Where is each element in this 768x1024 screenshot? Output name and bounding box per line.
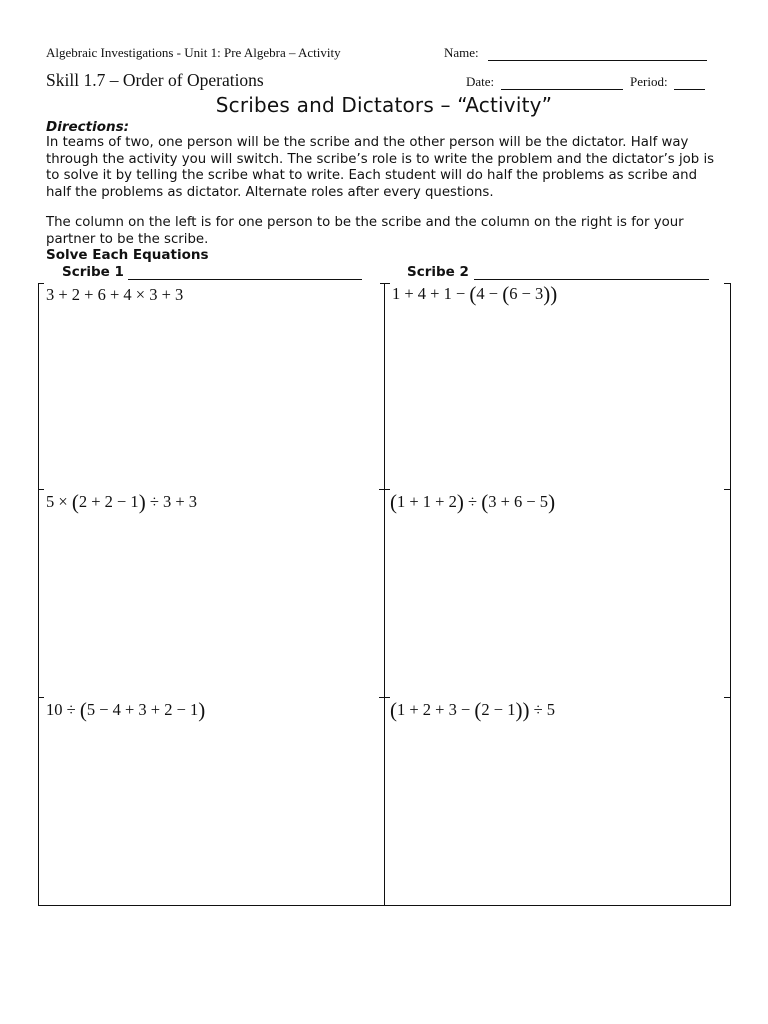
problem-1-expression: 3 + 2 + 6 + 4 × 3 + 3 bbox=[46, 285, 184, 304]
problem-2 bbox=[392, 282, 557, 307]
skill-title: Skill 1.7 – Order of Operations bbox=[46, 70, 264, 90]
paren-open: ( bbox=[469, 282, 477, 306]
grid-bottom-border bbox=[38, 905, 731, 906]
period-label: Period: bbox=[630, 74, 668, 89]
problem-6 bbox=[390, 698, 555, 723]
expression-part: 3 + 6 − 5 bbox=[488, 492, 549, 511]
grid-tick bbox=[379, 489, 390, 490]
expression-part: 10 ÷ bbox=[46, 700, 80, 719]
paren-close: ) bbox=[543, 282, 551, 306]
scribe1-name-field[interactable] bbox=[128, 279, 362, 280]
expression-part: 2 + 2 − 1 bbox=[78, 492, 139, 511]
paren-close: ) bbox=[522, 698, 530, 722]
period-field[interactable] bbox=[674, 89, 705, 90]
paren-open: ( bbox=[79, 698, 87, 722]
expression-part: 5 × bbox=[46, 492, 72, 511]
directions-heading: Directions: bbox=[46, 119, 130, 135]
paren-close: ) bbox=[456, 490, 464, 514]
solve-heading: Solve Each Equations bbox=[46, 247, 209, 263]
grid-center-divider bbox=[384, 283, 385, 905]
paren-open: ( bbox=[390, 698, 397, 722]
name-field[interactable] bbox=[488, 60, 707, 61]
paren-open: ( bbox=[481, 490, 489, 514]
grid-tick bbox=[724, 283, 730, 284]
problem-1 bbox=[46, 285, 183, 305]
paren-close: ) bbox=[515, 698, 523, 722]
paren-open: ( bbox=[502, 282, 510, 306]
grid-right-border bbox=[730, 283, 731, 905]
expression-part: 2 − 1 bbox=[481, 700, 516, 719]
paren-open: ( bbox=[474, 698, 482, 722]
scribe2-name-field[interactable] bbox=[474, 279, 709, 280]
problem-4 bbox=[390, 490, 555, 515]
scribe1-label: Scribe 1 bbox=[62, 264, 124, 280]
expression-part: 1 + 4 + 1 − bbox=[392, 284, 470, 303]
paren-close: ) bbox=[138, 490, 146, 514]
scribe2-label: Scribe 2 bbox=[407, 264, 469, 280]
paren-close: ) bbox=[548, 490, 556, 514]
grid-tick bbox=[38, 484, 39, 494]
directions-paragraph: The column on the left is for one person to be the scribe and the column on the right is for your partner to be the scribe. bbox=[46, 215, 684, 247]
grid-tick bbox=[379, 697, 390, 698]
date-label: Date: bbox=[466, 74, 495, 89]
course-line: Algebraic Investigations - Unit 1: Pre Algebra – Activity bbox=[46, 45, 341, 60]
name-label: Name: bbox=[444, 45, 479, 60]
expression-part: 6 − 3 bbox=[509, 284, 544, 303]
paren-open: ( bbox=[71, 490, 79, 514]
expression-part: ÷ 3 + 3 bbox=[145, 492, 198, 511]
directions-paragraph: In teams of two, one person will be the scribe and the other person will be the dictator. Half way through the activity you will switch. The scribe’s role is to write the problem and the dictator’s job is to solve it by telling the scribe what to write. Each student will do half the problems as scribe and half the problems as dictator. Alternate roles after every questions. bbox=[46, 135, 715, 200]
grid-tick bbox=[730, 692, 731, 702]
paren-close: ) bbox=[198, 698, 206, 722]
expression-part: ÷ bbox=[463, 492, 482, 511]
expression-part: 1 + 1 + 2 bbox=[397, 492, 457, 511]
grid-tick bbox=[38, 283, 44, 284]
grid-tick bbox=[380, 283, 390, 284]
date-field[interactable] bbox=[501, 89, 623, 90]
expression-part: 1 + 2 + 3 − bbox=[397, 700, 475, 719]
grid-tick bbox=[730, 484, 731, 494]
expression-part: 5 − 4 + 3 + 2 − 1 bbox=[86, 700, 199, 719]
grid-left-border bbox=[38, 283, 39, 905]
expression-part: ÷ 5 bbox=[529, 700, 556, 719]
page-title: Scribes and Dictators – “Activity” bbox=[215, 93, 553, 117]
paren-close: ) bbox=[550, 282, 558, 306]
grid-tick bbox=[38, 692, 39, 702]
paren-open: ( bbox=[390, 490, 397, 514]
problem-3 bbox=[46, 490, 197, 515]
expression-part: 4 − bbox=[476, 284, 503, 303]
problem-5 bbox=[46, 698, 205, 723]
